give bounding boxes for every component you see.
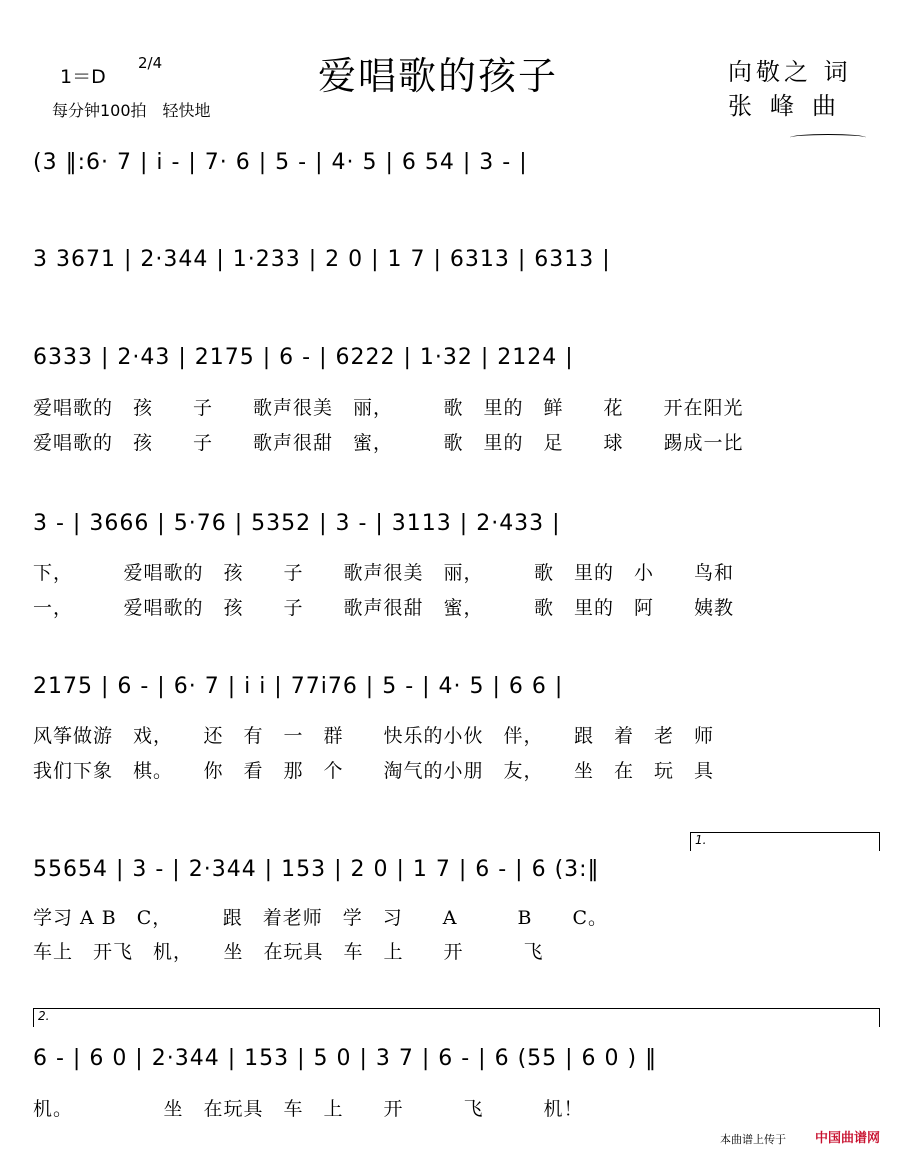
score-line-1: (3 ‖:6· 7 | i - | 7· 6 | 5 - | 4· 5 | 6 54 | 3 - | bbox=[33, 150, 528, 175]
key-signature: 1＝D bbox=[60, 66, 106, 88]
tempo-marking: 每分钟100拍 轻快地 bbox=[52, 101, 211, 120]
score-line-3: 6333 | 2·43 | 2175 | 6 - | 6222 | 1·32 | 2124 | bbox=[33, 345, 574, 370]
lyricist-credit: 向敬之 词 bbox=[728, 58, 852, 86]
lyrics-verse1-line-4: 下， 爱唱歌的 孩 子 歌声很美 丽， 歌 里的 小 鸟和 bbox=[33, 562, 735, 584]
lyrics-verse2-line-5: 我们下象 棋。 你 看 那 个 淘气的小朋 友， 坐 在 玩 具 bbox=[33, 760, 715, 782]
lyrics-verse1-line-5: 风筝做游 戏， 还 有 一 群 快乐的小伙 伴， 跟 着 老 师 bbox=[33, 725, 715, 747]
song-title: 爱唱歌的孩子 bbox=[318, 54, 559, 98]
volta-second-label: 2. bbox=[38, 1009, 50, 1023]
lyrics-verse1-line-3: 爱唱歌的 孩 子 歌声很美 丽， 歌 里的 鲜 花 开在阳光 bbox=[33, 397, 744, 419]
time-signature bbox=[138, 56, 162, 70]
score-line-7: 6 - | 6 0 | 2·344 | 153 | 5 0 | 3 7 | 6 - | 6 (55 | 6 0 ) ‖ bbox=[33, 1046, 658, 1071]
composer-credit: 张峰曲 bbox=[728, 92, 854, 120]
lyrics-verse2-line-3: 爱唱歌的 孩 子 歌声很甜 蜜， 歌 里的 足 球 踢成一比 bbox=[33, 432, 744, 454]
footer-upload-note: 本曲谱上传于 bbox=[720, 1133, 786, 1146]
volta-first-label: 1. bbox=[695, 833, 707, 847]
volta-first-ending bbox=[690, 832, 880, 851]
lyrics-verse1-line-6: 学习 A B C， 跟 着老师 学 习 A B C。 bbox=[33, 907, 609, 929]
volta-second-ending bbox=[33, 1008, 880, 1027]
score-line-4: 3 - | 3666 | 5·76 | 5352 | 3 - | 3113 | 2·433 | bbox=[33, 511, 561, 536]
lyrics-verse2-line-6: 车上 开飞 机， 坐 在玩具 车 上 开 飞 bbox=[33, 941, 544, 963]
lyrics-verse2-line-4: 一， 爱唱歌的 孩 子 歌声很甜 蜜， 歌 里的 阿 姨教 bbox=[33, 597, 735, 619]
lyrics-verse1-line-7: 机。 坐 在玩具 车 上 开 飞 机！ bbox=[33, 1098, 584, 1120]
slur-line-1 bbox=[790, 134, 866, 141]
score-line-2: 3 3671 | 2·344 | 1·233 | 2 0 | 1 7 | 6313 | 6313 | bbox=[33, 247, 611, 272]
time-signature-value: 2/4 bbox=[138, 54, 163, 72]
score-line-6: 55654 | 3 - | 2·344 | 153 | 2 0 | 1 7 | 6 - | 6 (3:‖ bbox=[33, 857, 600, 882]
score-line-5: 2175 | 6 - | 6· 7 | i i | 77i76 | 5 - | 4· 5 | 6 6 | bbox=[33, 674, 564, 699]
site-logo[interactable]: 中国曲谱网 bbox=[815, 1131, 881, 1146]
